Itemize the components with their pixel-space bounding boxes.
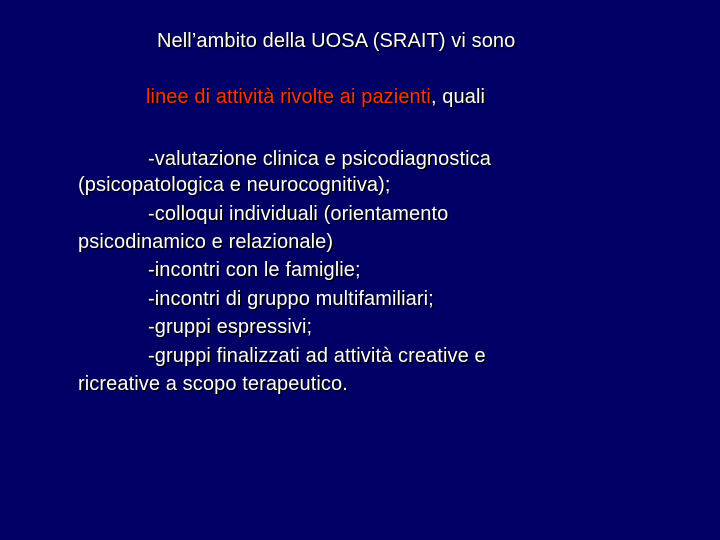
list-line: -colloqui individuali (orientamento: [148, 203, 449, 225]
list-line: -gruppi espressivi;: [148, 316, 313, 338]
list-line: (psicopatologica e neurocognitiva);: [78, 174, 391, 196]
list-line: -valutazione clinica e psicodiagnostica: [148, 148, 491, 170]
list-line: psicodinamico e relazionale): [78, 231, 334, 253]
heading-rest: , quali: [430, 86, 486, 108]
list-line: -incontri di gruppo multifamiliari;: [148, 288, 434, 310]
heading-line-1: Nell’ambito della UOSA (SRAIT) vi sono: [157, 30, 516, 52]
list-line: ricreative a scopo terapeutico.: [78, 373, 348, 395]
heading-line-2: [146, 84, 485, 110]
heading-highlight: linee di attività rivolte ai pazienti: [146, 86, 431, 108]
list-line: -gruppi finalizzati ad attività creative e: [148, 345, 486, 367]
list-line: -incontri con le famiglie;: [148, 259, 361, 281]
